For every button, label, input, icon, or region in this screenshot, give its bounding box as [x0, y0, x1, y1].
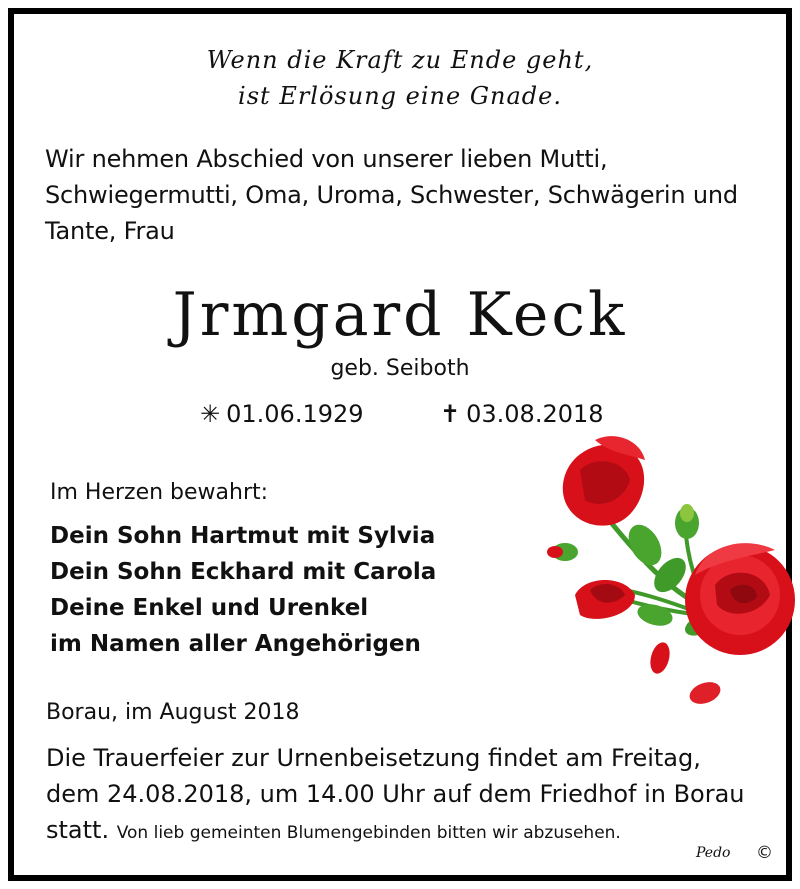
- copyright-symbol: ©: [756, 843, 773, 863]
- maiden-name-text: geb. Seiboth: [330, 356, 470, 381]
- mourner-line: Dein Sohn Eckhard mit Carola: [50, 559, 437, 585]
- birth-date-group: [200, 400, 364, 428]
- mourners-heading: Im Herzen bewahrt:: [50, 480, 269, 505]
- mourner-line: im Namen aller Angehörigen: [50, 631, 421, 657]
- death-cross-icon: ✝: [440, 400, 461, 428]
- designer-signature: Pedo: [696, 845, 731, 861]
- service-line-1: Die Trauerfeier zur Urnenbeisetzung findet am Freitag,: [46, 744, 701, 772]
- intro-line-1: Wir nehmen Abschied von unserer lieben Mutti,: [45, 145, 608, 173]
- mourner-line: Dein Sohn Hartmut mit Sylvia: [50, 523, 436, 549]
- motto-line-2: ist Erlösung eine Gnade.: [238, 82, 562, 110]
- mourners-list: [50, 518, 436, 662]
- service-line-2: dem 24.08.2018, um 14.00 Uhr auf dem Friedhof in Borau: [46, 780, 745, 808]
- service-line-3: [46, 812, 786, 851]
- mourner-line: Deine Enkel und Urenkel: [50, 595, 369, 621]
- birth-star-icon: ✳: [200, 400, 221, 428]
- death-date: 03.08.2018: [466, 400, 604, 428]
- intro-line-2: Schwiegermutti, Oma, Uroma, Schwester, Schwägerin und: [45, 181, 738, 209]
- service-notice: [46, 740, 786, 851]
- motto-line-1: Wenn die Kraft zu Ende geht,: [206, 46, 594, 74]
- flowers-note: Von lieb gemeinten Blumengebinden bitten wir abzusehen.: [116, 823, 621, 843]
- intro-text: [45, 141, 765, 249]
- maiden-name: [0, 356, 800, 381]
- service-line-3-start: statt.: [46, 816, 110, 844]
- deceased-name: Jrmgard Keck: [172, 280, 628, 350]
- birth-date: 01.06.1929: [226, 400, 364, 428]
- intro-line-3: Tante, Frau: [45, 217, 175, 245]
- place-date: Borau, im August 2018: [46, 700, 300, 725]
- death-date-group: [440, 400, 604, 428]
- red-roses-illustration: [535, 425, 795, 725]
